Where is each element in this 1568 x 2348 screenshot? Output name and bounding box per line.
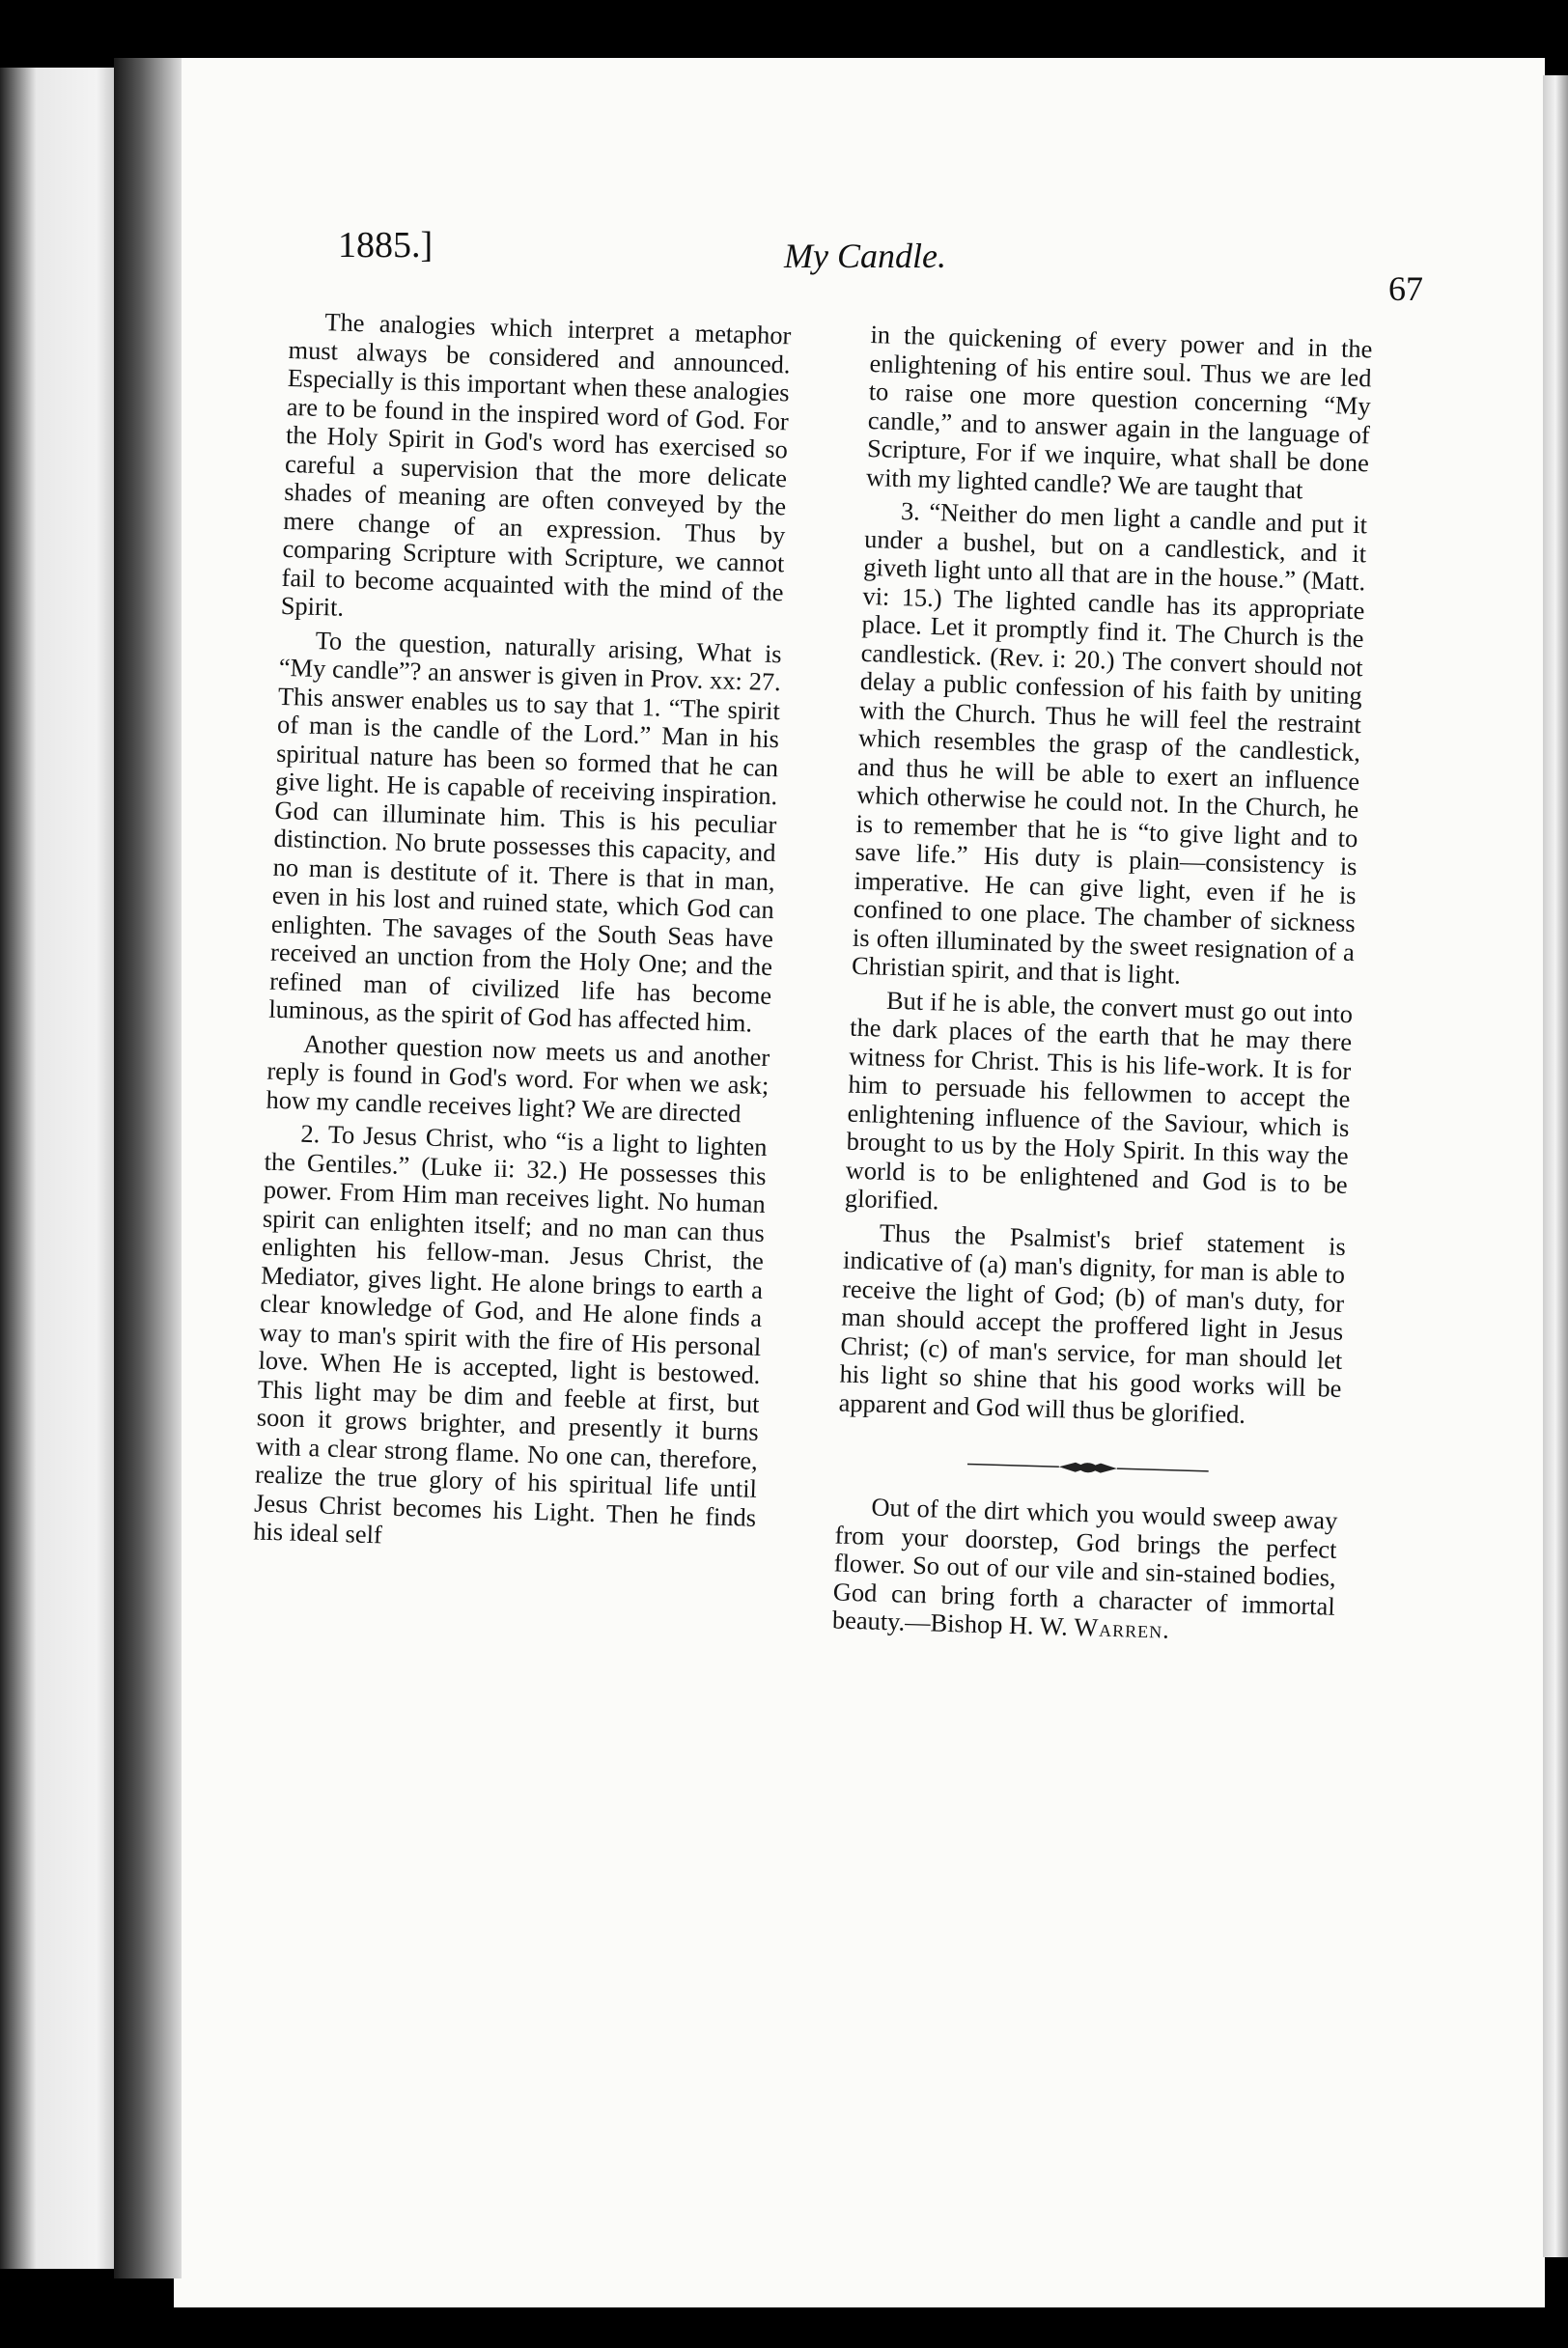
book-gutter (114, 58, 182, 2278)
divider-rule-icon (967, 1453, 1210, 1481)
closing-quote (832, 1492, 1338, 1649)
quote-author-surname: Warren. (1073, 1611, 1171, 1644)
paragraph: 3. “Neither do men light a candle and put it under a bushel, but on a candlestick, and it giveth light unto all that are in the house.” (Matt. vi: 15.) The lighted candle has its appropriate place. Let it promptly find it. The Church is the candlestick. (Rev. i: 20.) The convert should not delay a public confession of his faith by uniting with the Church. Thus he will feel the restraint which resembles the grasp of the candlestick, and thus he will be able to exert an influence which otherwise he could not. In the Church, he is to remember that he is “to give light and to save life.” His duty is plain—consistency is imperative. He can give light, even if he is confined to one place. The chamber of sickness is often illuminated by the sweet resignation of a Christian spirit, and that is light. (851, 496, 1368, 990)
paragraph: in the quickening of every power and in the enlightening of his entire soul. Thus we are led to raise one more question concerning “My candle,” and to answer again in the language of Scripture, For if we inquire, what shall be done with my lighted candle? We are taught that (865, 320, 1373, 504)
paragraph: But if he is able, the convert must go out into the dark places of the earth that he may there witness for Christ. This is his life-work. It is for him to persuade his fellowmen to accept the enlightening influence of the Saviour, which is brought to us by the Holy Spirit. In this way the world is to be enlightened and God is to be glorified. (844, 985, 1354, 1216)
paragraph: To the question, naturally arising, What is “My candle”? an answer is given in Prov. xx: 27. This answer enables us to say that 1. “The spirit of man is the candle of the Lord.” Man in his spiritual nature has been so formed that he can give light. He is capable of receiving inspiration. God can illuminate him. This is his peculiar distinction. No brute possesses this capacity, and no man is destitute of it. There is that in man, even in his lost and ruined state, which God can enlighten. The savages of the South Seas have received an unction from the Holy One; and the refined man of civilized life has become luminous, as the spirit of God has affected him. (267, 625, 783, 1038)
page-number: 67 (1388, 269, 1423, 308)
paragraph: Another question now meets us and another reply is found in God's word. For when we ask; how my candle receives light? We are directed (266, 1028, 770, 1128)
header-year: 1885.] (338, 225, 434, 266)
right-column (831, 321, 1372, 1654)
right-page-edge (1543, 75, 1568, 2257)
paragraph: 2. To Jesus Christ, who “is a light to lighten the Gentiles.” (Luke ii: 32.) He possesses this power. From Him man receives light. No human spirit can enlighten itself; and no man can thus enlighten his fellow-man. Jesus Christ, the Mediator, gives light. He alone brings to earth a clear knowledge of God, and He alone finds a way to man's spirit with the fire of His personal love. When He is accepted, light is bestowed. This light may be dim and feeble at first, but soon it grows brighter, and presently it burns with a clear strong flame. No one can, therefore, realize the true glory of his spiritual life until Jesus Christ becomes his Light. Then he finds his ideal self (252, 1118, 768, 1550)
section-divider-ornament (967, 1453, 1210, 1481)
left-page-edge (0, 68, 121, 2269)
quote-text (832, 1492, 1338, 1649)
paragraph: Thus the Psalmist's brief statement is indicative of (a) man's dignity, for man is able to receive the light of God; (b) of man's duty, for man should accept the proffered light in Jesus Christ; (c) of man's service, for man should let his light so shine that his good works will be apparent and God will thus be glorified. (838, 1217, 1347, 1429)
quote-body: Out of the dirt which you would sweep away from your doorstep, God brings the perfect flower. So out of our vile and sin-stained bodies, God can bring forth a character of immortal beauty.—Bishop H. W. (831, 1492, 1338, 1641)
left-column (253, 307, 792, 1565)
header-title: My Candle. (784, 237, 946, 275)
paragraph: The analogies which interpret a metaphor must always be considered and announced. Especially is this important when these analogies are to be found in the inspired word of God. For the Holy Spirit in God's word has exercised so careful a supervision that the more delicate shades of meaning are often conveyed by the mere change of an expression. Thus by comparing Scripture with Scripture, we cannot fail to become acquainted with the mind of the Spirit. (280, 307, 792, 622)
